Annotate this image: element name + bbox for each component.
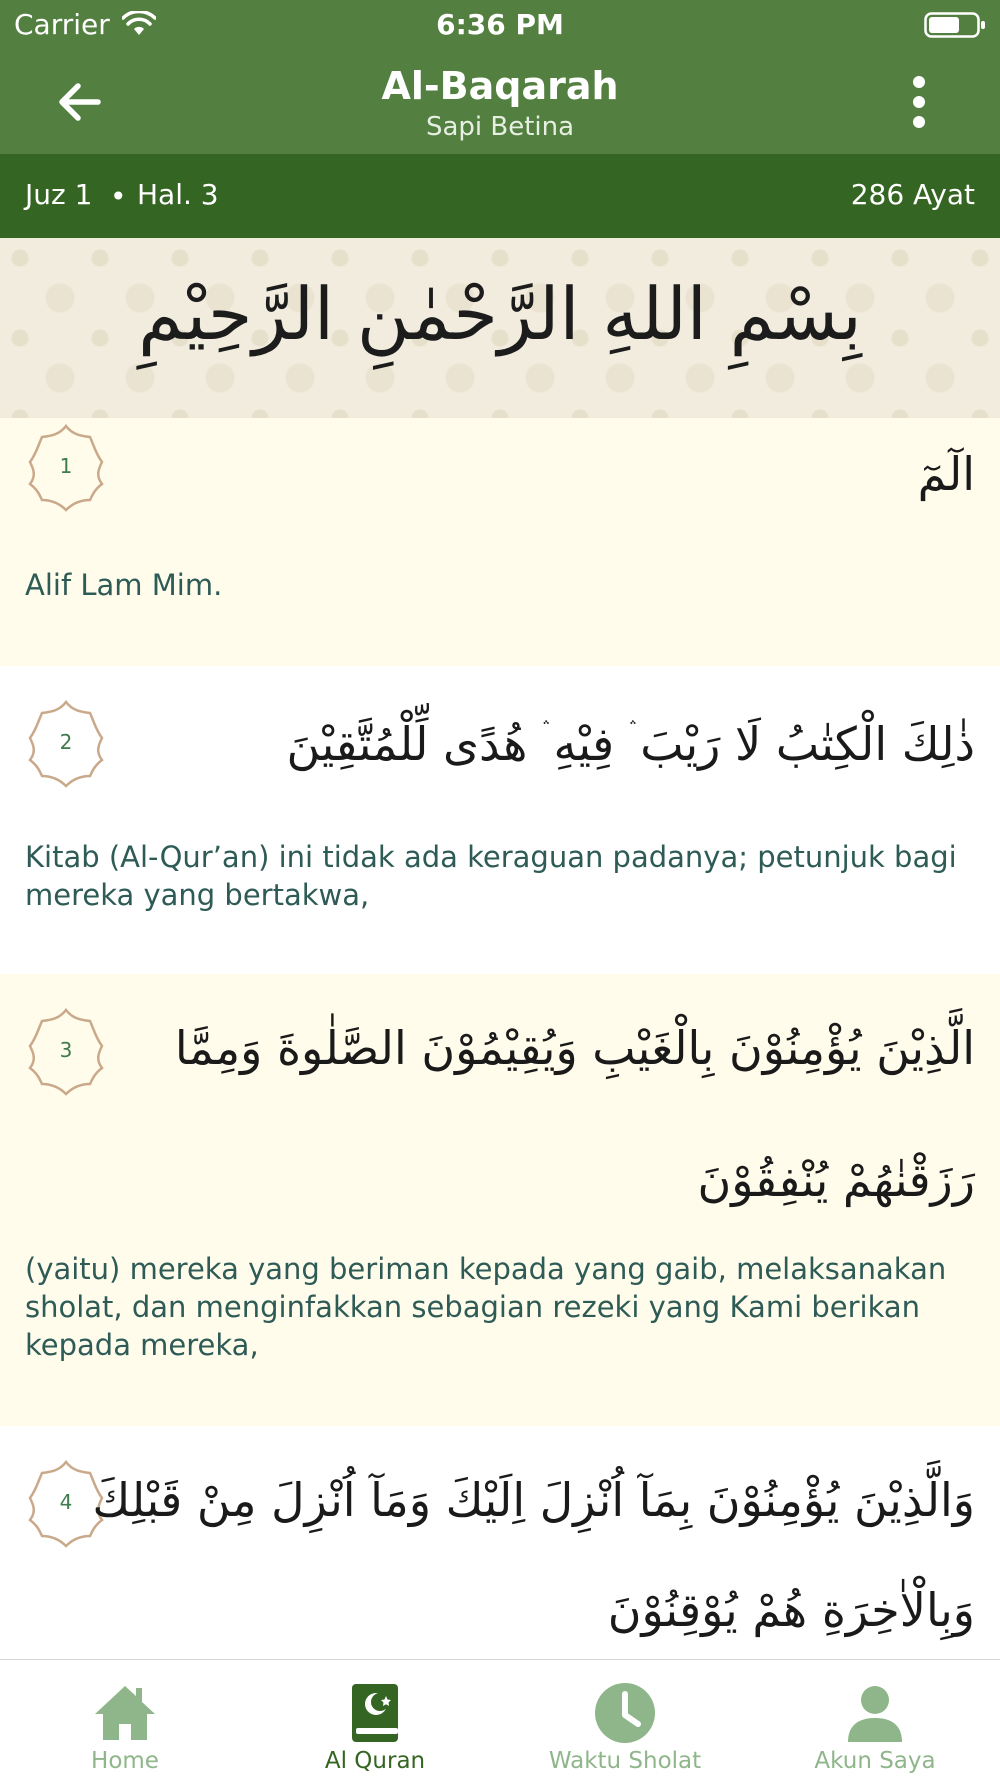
quran-book-icon [342, 1680, 408, 1746]
verse-translation: (yaitu) mereka yang beriman kepada yang gaib, melaksanakan sholat, dan menginfakkan sebagian rezeki yang Kami berikan kepada mereka, [25, 1252, 947, 1362]
carrier-label: Carrier [14, 8, 110, 41]
separator-dot: • [110, 180, 127, 213]
bottom-tab-bar [0, 1659, 1000, 1778]
battery-icon [924, 11, 986, 43]
tab-label: Al Quran [324, 1748, 426, 1774]
verse-translation: Alif Lam Mim. [25, 568, 223, 602]
arrow-left-icon [52, 74, 108, 130]
verse-item[interactable] [0, 666, 1000, 974]
verse-item[interactable] [0, 418, 1000, 666]
status-time: 6:36 PM [436, 8, 564, 41]
more-options-button[interactable] [906, 76, 930, 130]
juz-label: Juz 1 [25, 178, 93, 211]
verse-arabic-line: رَزَقْنٰهُمْ يُنْفِقُوْنَ [697, 1153, 975, 1207]
verse-arabic-line: الَّذِيْنَ يُؤْمِنُوْنَ بِالْغَيْبِ وَيُقِيْمُوْنَ الصَّلٰوةَ وَمِمَّا [174, 1021, 975, 1075]
more-dot [913, 116, 925, 128]
verse-item[interactable] [0, 1426, 1000, 1659]
tab-waktu-sholat[interactable] [500, 1660, 750, 1778]
bismillah-banner [0, 238, 1000, 418]
more-dot [913, 96, 925, 108]
tab-label: Home [91, 1748, 159, 1774]
ayat-count-label: 286 Ayat [850, 178, 975, 211]
tab-label: Waktu Sholat [548, 1748, 702, 1774]
surah-info-bar [0, 154, 1000, 238]
status-bar [0, 0, 1000, 50]
verse-item[interactable] [0, 974, 1000, 1426]
tab-label: Akun Saya [814, 1748, 936, 1774]
verse-translation: Kitab (Al-Qur’an) ini tidak ada keraguan padanya; petunjuk bagi mereka yang bertakwa, [25, 840, 957, 912]
title-block [0, 64, 1000, 142]
back-button[interactable] [52, 74, 108, 130]
verse-arabic-line: الٓمٓ [917, 447, 975, 501]
verse-arabic-line: وَبِالْاٰخِرَةِ هُمْ يُوْقِنُوْنَ [607, 1583, 975, 1637]
verse-number: 2 [59, 730, 73, 754]
more-dot [913, 76, 925, 88]
verse-number: 3 [59, 1038, 73, 1062]
page-subtitle: Sapi Betina [425, 112, 575, 142]
clock-icon [592, 1680, 658, 1746]
home-icon [92, 1680, 158, 1746]
page-number-label: Hal. 3 [137, 178, 219, 211]
app-header [0, 0, 1000, 154]
tab-akun-saya[interactable] [750, 1660, 1000, 1778]
verse-number-badge [28, 700, 104, 788]
tab-al-quran[interactable] [250, 1660, 500, 1778]
tab-home[interactable] [0, 1660, 250, 1778]
verse-arabic-line: ذٰلِكَ الْكِتٰبُ لَا رَيْبَ ۛ فِيْهِ ۛ هُدًى لِّلْمُتَّقِيْنَ [286, 717, 975, 771]
verse-arabic-line: وَالَّذِيْنَ يُؤْمِنُوْنَ بِمَآ اُنْزِلَ اِلَيْكَ وَمَآ اُنْزِلَ مِنْ قَبْلِكَ [92, 1473, 975, 1527]
page-title: Al-Baqarah [381, 64, 619, 108]
verse-number: 1 [59, 454, 73, 478]
bismillah-calligraphy: بِسْمِ اللهِ الرَّحْمٰنِ الرَّحِيْمِ [138, 272, 862, 356]
user-icon [842, 1680, 908, 1746]
verse-number: 4 [59, 1490, 73, 1514]
verse-number-badge [28, 1008, 104, 1096]
verse-number-badge [28, 424, 104, 512]
